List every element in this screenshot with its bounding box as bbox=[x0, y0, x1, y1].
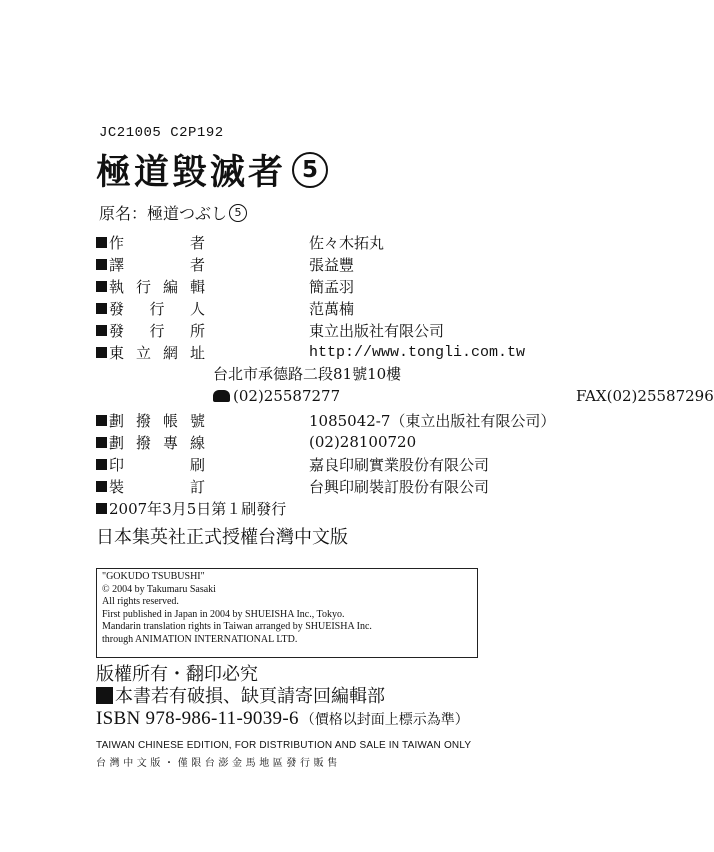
volume-number-circle: 5 bbox=[292, 152, 328, 188]
address: 台北市承德路二段81號10樓 bbox=[213, 365, 402, 383]
rights-reserved: 版權所有・翻印必究 bbox=[96, 664, 258, 685]
bullet-square-icon bbox=[96, 325, 107, 336]
bullet-square-icon bbox=[96, 415, 107, 426]
contact-row bbox=[213, 385, 714, 407]
fax-number: FAX(02)25587296 bbox=[576, 387, 714, 405]
isbn-row bbox=[96, 708, 469, 730]
credit-value: 簡孟羽 bbox=[309, 277, 355, 296]
catalog-code: JC21005 C2P192 bbox=[99, 125, 224, 141]
bullet-square-icon bbox=[96, 303, 107, 314]
copyright-line: All rights reserved. bbox=[102, 596, 179, 607]
credit-label: 東立網址 bbox=[109, 343, 205, 362]
credit-label: 裝 訂 bbox=[109, 477, 205, 496]
credit-label: 劃撥帳號 bbox=[109, 411, 205, 430]
edition-chinese: 台灣中文版・僅限台澎金馬地區發行販售 bbox=[96, 758, 341, 769]
price-note: （價格以封面上標示為準） bbox=[300, 712, 469, 728]
credit-label: 劃撥專線 bbox=[109, 433, 205, 452]
original-title-row bbox=[99, 201, 247, 224]
credit-value: 范萬楠 bbox=[309, 299, 355, 318]
credit-value: 張益豐 bbox=[309, 255, 355, 274]
copyright-line: "GOKUDO TSUBUSHI" bbox=[102, 571, 205, 582]
website-url: http://www.tongli.com.tw bbox=[309, 343, 526, 361]
credit-label: 發行人 bbox=[109, 299, 205, 318]
credit-value: 台興印刷裝訂股份有限公司 bbox=[309, 477, 490, 496]
damaged-notice: 本書若有破損、缺頁請寄回編輯部 bbox=[115, 686, 385, 707]
bullet-square-icon bbox=[96, 281, 107, 292]
copyright-line: Mandarin translation rights in Taiwan arranged by SHUEISHA Inc. bbox=[102, 621, 372, 632]
bullet-square-icon bbox=[96, 347, 107, 358]
credit-label: 執行編輯 bbox=[109, 277, 205, 296]
bullet-square-icon bbox=[96, 687, 113, 704]
phone-icon bbox=[213, 390, 230, 402]
original-volume-circle: 5 bbox=[229, 204, 247, 222]
original-title: 原名：極道つぶし bbox=[99, 204, 228, 223]
bullet-square-icon bbox=[96, 437, 107, 448]
copyright-line: through ANIMATION INTERNATIONAL LTD. bbox=[102, 633, 298, 645]
credit-label: 譯 者 bbox=[109, 255, 205, 274]
edition-english: TAIWAN CHINESE EDITION, FOR DISTRIBUTION AND SALE IN TAIWAN ONLY bbox=[96, 740, 472, 751]
credit-row-translator bbox=[96, 253, 355, 275]
authorization-statement: 日本集英社正式授權台灣中文版 bbox=[96, 527, 348, 548]
credit-row-postal-line bbox=[96, 431, 417, 453]
print-date-row bbox=[96, 497, 286, 519]
print-date: 2007年3月5日第１刷發行 bbox=[109, 499, 287, 518]
bullet-square-icon bbox=[96, 259, 107, 270]
copyright-box bbox=[96, 568, 478, 658]
credit-value: 嘉良印刷實業股份有限公司 bbox=[309, 455, 490, 474]
credit-label: 發行所 bbox=[109, 321, 205, 340]
credit-row-editor bbox=[96, 275, 355, 297]
bullet-square-icon bbox=[96, 503, 107, 514]
credit-label: 作 者 bbox=[109, 233, 205, 252]
credit-row-publisher-person bbox=[96, 297, 355, 319]
credit-label: 印 刷 bbox=[109, 455, 205, 474]
bullet-square-icon bbox=[96, 459, 107, 470]
credit-row-printer bbox=[96, 453, 490, 475]
credit-row-author bbox=[96, 231, 385, 253]
credit-value: 1085042-7（東立出版社有限公司） bbox=[309, 411, 556, 430]
book-title: 極道毀滅者 bbox=[96, 152, 287, 193]
phone-number: (02)25587277 bbox=[233, 387, 341, 405]
damaged-notice-row bbox=[96, 682, 385, 708]
bullet-square-icon bbox=[96, 237, 107, 248]
credit-value: (02)28100720 bbox=[309, 433, 417, 451]
isbn: ISBN 978-986-11-9039-6 bbox=[96, 708, 299, 729]
credit-value: 東立出版社有限公司 bbox=[309, 321, 445, 340]
credit-row-postal-account bbox=[96, 409, 556, 431]
credit-row-binder bbox=[96, 475, 490, 497]
title-row bbox=[96, 146, 328, 194]
copyright-line: First published in Japan in 2004 by SHUEISHA Inc., Tokyo. bbox=[102, 608, 345, 620]
credit-value: 佐々木拓丸 bbox=[309, 233, 385, 252]
credit-row-website bbox=[96, 341, 526, 363]
copyright-line: © 2004 by Takumaru Sasaki bbox=[102, 583, 216, 595]
credit-row-publisher bbox=[96, 319, 445, 341]
bullet-square-icon bbox=[96, 481, 107, 492]
